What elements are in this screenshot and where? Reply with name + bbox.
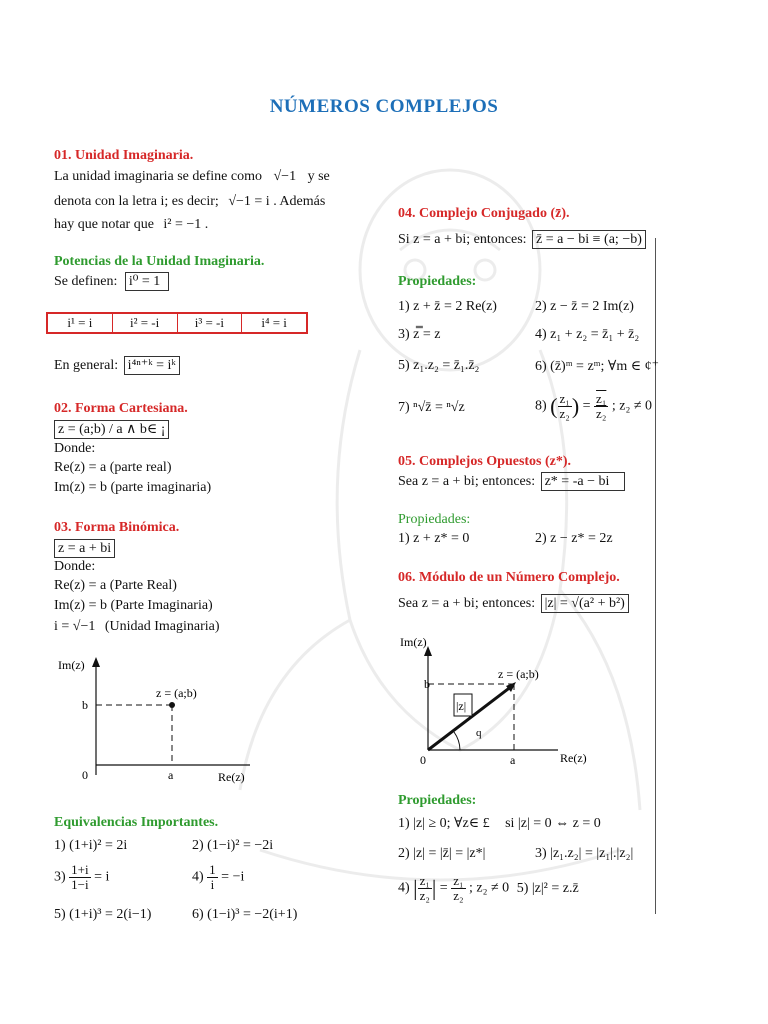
sec2-imag-part: Im(z) = b (parte imaginaria): [54, 480, 212, 495]
sec4-def-row: [398, 230, 646, 249]
equiv-3-result: = i: [94, 869, 110, 885]
sec3-imag-part: Im(z) = b (Parte Imaginaria): [54, 598, 213, 613]
conj-prop-8-den: z₂: [559, 406, 570, 421]
conj-prop-1: 1) z + z̄ = 2 Re(z): [398, 299, 497, 314]
graph1-a-label: a: [168, 768, 174, 782]
sec3-i-equation: i = √−1: [54, 619, 96, 634]
sec6-def-text: Sea z = a + bi; entonces:: [398, 596, 536, 611]
page-title: NÚMEROS COMPLEJOS: [269, 96, 499, 117]
mod-prop-4-num: z₁: [419, 873, 430, 888]
conj-prop-8-fraction: [558, 392, 572, 421]
sec1-line1-text: La unidad imaginaria se define como: [54, 169, 262, 184]
powers-define: [54, 272, 169, 291]
section-heading-equivalencias: Equivalencias Importantes.: [54, 815, 219, 830]
conj-prop-8-num-2: z₁: [596, 391, 607, 406]
powers-cell-2: i² = -i: [113, 314, 178, 332]
equiv-4-denominator: i: [210, 877, 215, 892]
cartesian-graph: [50, 655, 280, 790]
equiv-4-result: = −i: [221, 869, 245, 885]
graph1-origin: 0: [82, 768, 88, 782]
sec6-def-row: [398, 594, 629, 613]
sec6-def-box: |z| = √(a² + b²): [541, 594, 629, 613]
conj-prop-8-num: z₁: [559, 391, 570, 406]
graph2-modulus-label: |z|: [456, 699, 467, 713]
sec1-line2-text: denota con la letra i; es decir;: [54, 194, 219, 209]
sec4-properties-heading: Propiedades:: [398, 274, 477, 289]
sec3-equation-box: z = a + bi: [54, 539, 115, 558]
graph2-ylabel: Im(z): [400, 635, 427, 649]
mod-prop-3: 3) |z₁.z₂| = |z₁|.|z₂|: [535, 846, 634, 861]
sec5-def-text: Sea z = a + bi; entonces:: [398, 474, 536, 489]
powers-table: [46, 312, 308, 334]
equiv-2: 2) (1−i)² = −2i: [192, 838, 274, 853]
sec3-real-part: Re(z) = a (Parte Real): [54, 578, 177, 593]
mod-prop-1: [398, 815, 601, 832]
equiv-3-numerator: 1+i: [71, 862, 89, 877]
sec6-properties-heading: Propiedades:: [398, 793, 477, 808]
sec1-line3: [54, 217, 208, 233]
graph2-xlabel: Re(z): [560, 751, 587, 765]
sec2-equation-box: z = (a;b) / a ∧ b∈ ¡: [54, 420, 169, 439]
conj-prop-8: 8) ( $\frac{\text{z₁}}{\text{z₂}}$ ) = $\frac{\text{z₁}}{\text{z₂}}$ ; z₂ ≠ 0: [535, 391, 653, 421]
sec1-line3-text: hay que notar que: [54, 217, 154, 232]
mod-prop-4-number: 4): [398, 880, 410, 896]
modulus-graph: [398, 632, 598, 772]
section-heading-forma-cartesiana: 02. Forma Cartesiana.: [54, 401, 188, 416]
equiv-1: 1) (1+i)² = 2i: [54, 838, 128, 853]
conj-prop-7: 7) ⁿ√z̄ = ⁿ√z: [398, 400, 465, 415]
powers-cell-1: i¹ = i: [48, 314, 113, 332]
column-divider: [655, 238, 656, 914]
equiv-4: [192, 863, 244, 892]
sec1-line1: [54, 169, 330, 185]
sec1-equation: √−1 = i: [228, 194, 270, 209]
sec4-def-text: Si z = a + bi; entonces:: [398, 232, 527, 247]
powers-general-label: En general:: [54, 358, 119, 373]
equiv-5: 5) (1+i)³ = 2(i−1): [54, 907, 152, 922]
sec1-line2: [54, 194, 325, 210]
graph1-xlabel: Re(z): [218, 770, 245, 784]
powers-general-box: i⁴ⁿ⁺ᵏ = iᵏ: [124, 356, 180, 375]
powers-general: [54, 356, 180, 375]
conj-prop-8-den-2: z₂: [596, 406, 607, 421]
powers-cell-4: i⁴ = i: [261, 315, 287, 330]
graph1-point: [169, 702, 175, 708]
equiv-3: [54, 863, 109, 892]
equiv-3-fraction: [69, 863, 90, 892]
sec2-eq-row: [54, 420, 169, 439]
equiv-3-number: 3): [54, 869, 66, 885]
sec1-line2-tail: . Además: [273, 194, 326, 209]
sec5-properties-heading: Propiedades:: [398, 512, 471, 527]
graph1-b-label: b: [82, 698, 88, 712]
mod-prop-5: 5) |z|² = z.z̄: [516, 880, 579, 896]
mod-prop-2: 2) |z| = |z̄| = |z*|: [398, 846, 486, 861]
conj-prop-5: 5) z₁.z₂ = z̄₁.z̄₂: [398, 358, 480, 373]
mod-prop-4-condition: ; z₂ ≠ 0: [469, 880, 510, 896]
equiv-6: 6) (1−i)³ = −2(i+1): [192, 907, 298, 922]
mod-prop-4-fraction: [418, 874, 432, 903]
sec5-def-row: [398, 472, 625, 491]
sec1-line1-tail: y se: [307, 169, 330, 184]
section-heading-complejos-opuestos: 05. Complejos Opuestos (z*).: [398, 454, 572, 469]
powers-define-box: i⁰ = 1: [125, 272, 169, 291]
conj-prop-6: 6) (z̄)ᵐ = zᵐ; ∀m ∈ ¢⁺: [535, 359, 659, 374]
sec3-i-def: [54, 619, 220, 635]
sec2-donde: Donde:: [54, 441, 96, 456]
equiv-3-denominator: 1−i: [71, 877, 89, 892]
sec5-def-box: z* = -a − bi: [541, 472, 625, 491]
conj-prop-8-number: 8): [535, 398, 547, 414]
opp-prop-1: 1) z + z* = 0: [398, 531, 470, 546]
powers-cell-3: i³ = -i: [178, 314, 243, 332]
sec1-i-squared: i² = −1 .: [163, 217, 209, 232]
section-heading-forma-binomica: 03. Forma Binómica.: [54, 520, 180, 535]
mod-prop-4: 4) | $\frac{\text{z₁}}{\text{z₂}}$ | = $\frac{\text{z₁}}{\text{z₂}}$ ; z₂ ≠ 0 5) |z|² = z.z̄: [398, 873, 579, 903]
graph1-ylabel: Im(z): [58, 658, 85, 672]
mod-prop-4-fraction-2: [451, 874, 465, 903]
graph2-angle-label: q: [476, 727, 482, 739]
sec3-donde: Donde:: [54, 559, 96, 574]
sec3-eq-row: [54, 539, 115, 558]
section-heading-modulo: 06. Módulo de un Número Complejo.: [398, 570, 620, 585]
opp-prop-2: 2) z − z* = 2z: [535, 531, 613, 546]
conj-prop-2: 2) z − z̄ = 2 Im(z): [535, 299, 634, 314]
section-heading-unidad-imaginaria: 01. Unidad Imaginaria.: [54, 148, 194, 163]
graph2-a-label: a: [510, 753, 516, 767]
equiv-4-number: 4): [192, 869, 204, 885]
conj-prop-8-condition: ; z₂ ≠ 0: [611, 398, 653, 414]
equiv-4-numerator: 1: [209, 862, 216, 877]
section-heading-potencias: Potencias de la Unidad Imaginaria.: [54, 254, 265, 269]
sec3-i-label: (Unidad Imaginaria): [104, 619, 220, 634]
mod-prop-1-b: si |z| = 0 ⇔ z = 0: [505, 816, 601, 831]
sec1-sqrt-expr: √−1: [273, 169, 297, 184]
mod-prop-4-den: z₂: [419, 888, 430, 903]
sec4-def-box: z̄ = a − bi ≡ (a; −b): [532, 230, 646, 249]
section-heading-complejo-conjugado: 04. Complejo Conjugado (z̄).: [398, 206, 570, 221]
powers-define-label: Se definen:: [54, 274, 118, 289]
mod-prop-1-a: 1) |z| ≥ 0; ∀z∈ £: [398, 816, 490, 831]
mod-prop-4-num-2: z₁: [453, 873, 464, 888]
equiv-4-fraction: [207, 863, 218, 892]
sec2-real-part: Re(z) = a (parte real): [54, 460, 172, 475]
graph2-origin: 0: [420, 753, 426, 767]
mod-prop-4-den-2: z₂: [453, 888, 464, 903]
conj-prop-4: 4) z₁ + z₂ = z̄₁ + z̄₂: [535, 327, 640, 342]
conj-prop-3: 3) z̿ = z: [398, 327, 441, 342]
graph2-b-label: b: [424, 677, 430, 691]
graph1-point-label: z = (a;b): [156, 686, 197, 700]
graph2-point-label: z = (a;b): [498, 667, 539, 681]
conj-prop-8-fraction-2: [594, 392, 608, 421]
